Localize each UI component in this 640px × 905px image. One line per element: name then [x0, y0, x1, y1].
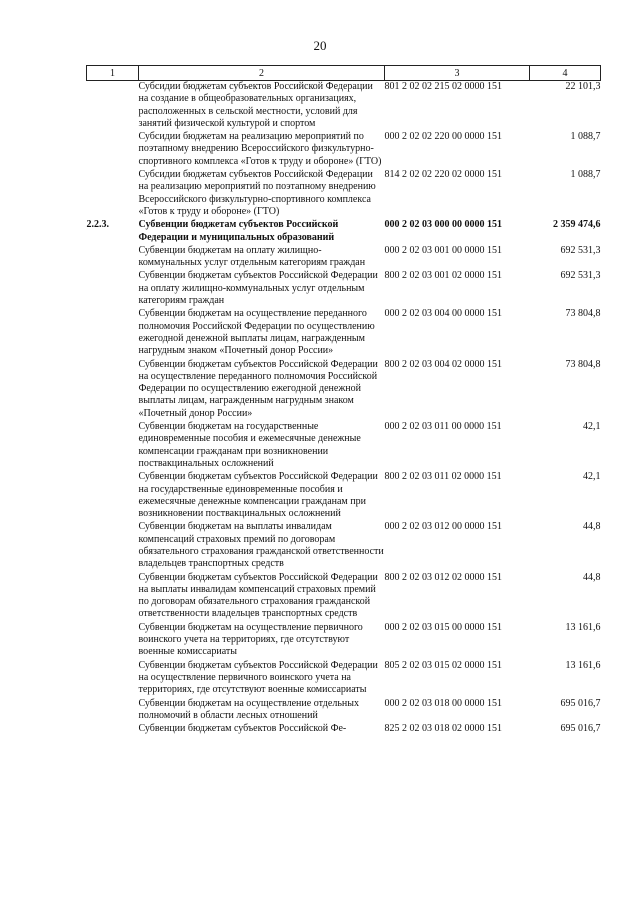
row-number [87, 697, 139, 723]
row-code: 800 2 02 03 004 02 0000 151 [384, 358, 502, 370]
row-number [87, 722, 139, 735]
table-row [87, 269, 601, 307]
table-row [87, 420, 601, 470]
row-number [87, 244, 139, 270]
row-code: 000 2 02 03 012 00 0000 151 [384, 521, 502, 533]
row-amount: 22 101,3 [565, 81, 601, 92]
row-code: 000 2 02 03 015 00 0000 151 [384, 621, 502, 633]
table-row [87, 621, 601, 659]
row-number [87, 571, 139, 621]
table-body [87, 81, 601, 736]
row-code: 800 2 02 03 001 02 0000 151 [384, 270, 502, 282]
row-number [87, 269, 139, 307]
row-amount: 73 804,8 [565, 358, 601, 370]
column-header-2: 2 [139, 66, 385, 81]
row-number [87, 307, 139, 357]
row-amount: 692 531,3 [560, 270, 601, 282]
table-row [87, 307, 601, 357]
row-code: 800 2 02 03 011 02 0000 151 [384, 471, 502, 483]
row-number: 2.2.3. [86, 219, 109, 231]
row-number [87, 420, 139, 470]
row-number [87, 358, 139, 420]
row-number [87, 81, 139, 131]
row-name: Субвенции бюджетам субъектов Российской Федерации на оплату жилищно-коммунальных услуг отдельным категориям граждан [138, 270, 378, 307]
row-code: 801 2 02 02 215 02 0000 151 [384, 81, 502, 92]
table-row [87, 244, 601, 270]
column-header-1: 1 [87, 66, 139, 81]
row-amount: 692 531,3 [560, 244, 601, 256]
row-name: Субвенции бюджетам на осуществление переданного полномочия Российской Федерации по осуществлению ежегодной денежной выплаты лицам, награжденным нагрудным знаком «Почетный донор России» [138, 308, 375, 357]
row-code: 805 2 02 03 015 02 0000 151 [384, 659, 502, 671]
row-code: 000 2 02 03 018 00 0000 151 [384, 697, 502, 709]
row-name: Субвенции бюджетам субъектов Российской Федерации на осуществление переданного полномочия Российской Федерации по осуществлению ежегодной денежной выплаты лицам, награжденным нагрудным знаком «Почетный донор России» [138, 358, 378, 419]
table-row [87, 659, 601, 697]
row-amount: 13 161,6 [565, 659, 601, 671]
row-name: Субвенции бюджетам субъектов Российской Федерации на выплаты инвалидам компенсаций страховых премий по договорам обязательного страхования гражданской ответственности владельцев транспортных средств [138, 571, 378, 620]
row-code: 825 2 02 03 018 02 0000 151 [384, 723, 502, 735]
row-amount: 44,8 [583, 521, 601, 533]
row-amount: 1 088,7 [570, 169, 601, 181]
row-name: Субвенции бюджетам на осуществление отдельных полномочий в области лесных отношений [138, 697, 359, 721]
table-row [87, 81, 601, 131]
row-amount: 695 016,7 [560, 697, 601, 709]
row-name: Субвенции бюджетам на государственные единовременные пособия и ежемесячные денежные компенсации гражданам при возникновении поствакцинальных осложнений [138, 421, 361, 469]
row-amount: 695 016,7 [560, 723, 601, 735]
table-row [87, 168, 601, 218]
row-name: Субвенции бюджетам субъектов Российской Федерации на государственные единовременные пособия и ежемесячные денежные компенсации гражданам при возникновении поствакцинальных осложнений [138, 471, 378, 520]
row-number [87, 130, 139, 168]
row-name: Субвенции бюджетам субъектов Российской Федерации на осуществление первичного воинского учета на территориях, где отсутствуют военные комиссариаты [138, 659, 378, 696]
row-code: 000 2 02 03 011 00 0000 151 [384, 421, 502, 433]
row-code: 000 2 02 03 001 00 0000 151 [384, 244, 502, 256]
row-name: Субсидии бюджетам на реализацию мероприятий по поэтапному внедрению Всероссийского физкультурно-спортивного комплекса «Готов к труду и обороне» (ГТО) [138, 131, 382, 167]
row-name: Субсидии бюджетам субъектов Российской Федерации на реализацию мероприятий по поэтапному внедрению Всероссийского физкультурно-спортивного комплекса «Готов к труду и обороне» (ГТО) [138, 169, 376, 217]
row-name: Субсидии бюджетам субъектов Российской Федерации на создание в общеобразовательных организациях, расположенных в сельской местности, условий для занятий физической культурой и спортом [138, 81, 373, 129]
row-amount: 13 161,6 [565, 621, 601, 633]
budget-table [86, 65, 601, 735]
table-row [87, 358, 601, 420]
row-name: Субвенции бюджетам на оплату жилищно-коммунальных услуг отдельным категориям граждан [138, 244, 366, 269]
row-number [87, 659, 139, 697]
row-amount: 2 359 474,6 [553, 219, 601, 231]
row-number [87, 168, 139, 218]
row-code: 000 2 02 03 000 00 0000 151 [384, 219, 502, 231]
row-code: 800 2 02 03 012 02 0000 151 [384, 571, 502, 583]
table-row [87, 130, 601, 168]
page-number: 20 [313, 38, 327, 53]
row-amount: 42,1 [583, 471, 601, 483]
row-number [87, 520, 139, 570]
row-amount: 73 804,8 [565, 308, 601, 320]
row-code: 814 2 02 02 220 02 0000 151 [384, 169, 502, 181]
row-code: 000 2 02 03 004 00 0000 151 [384, 308, 502, 320]
table-row [87, 697, 601, 723]
table-row [87, 520, 601, 570]
row-amount: 42,1 [583, 421, 601, 433]
row-number [87, 470, 139, 520]
column-header-4: 4 [530, 66, 601, 81]
row-name: Субвенции бюджетам субъектов Российской Федерации и муниципальных образований [138, 219, 339, 243]
table-header-row [87, 66, 601, 81]
table-row [87, 218, 601, 244]
table-row [87, 722, 601, 735]
table-row [87, 470, 601, 520]
row-amount: 44,8 [583, 571, 601, 583]
row-number [87, 621, 139, 659]
row-name: Субвенции бюджетам на осуществление первичного воинского учета на территориях, где отсутствуют военные комиссариаты [138, 621, 363, 658]
table-row [87, 571, 601, 621]
row-name: Субвенции бюджетам на выплаты инвалидам компенсаций страховых премий по договорам обязательного страхования гражданской ответственности владельцев транспортных средств [138, 521, 384, 570]
row-amount: 1 088,7 [570, 131, 601, 143]
column-header-3: 3 [385, 66, 530, 81]
row-code: 000 2 02 02 220 00 0000 151 [384, 131, 502, 143]
row-name: Субвенции бюджетам субъектов Российской Фе- [138, 723, 347, 735]
